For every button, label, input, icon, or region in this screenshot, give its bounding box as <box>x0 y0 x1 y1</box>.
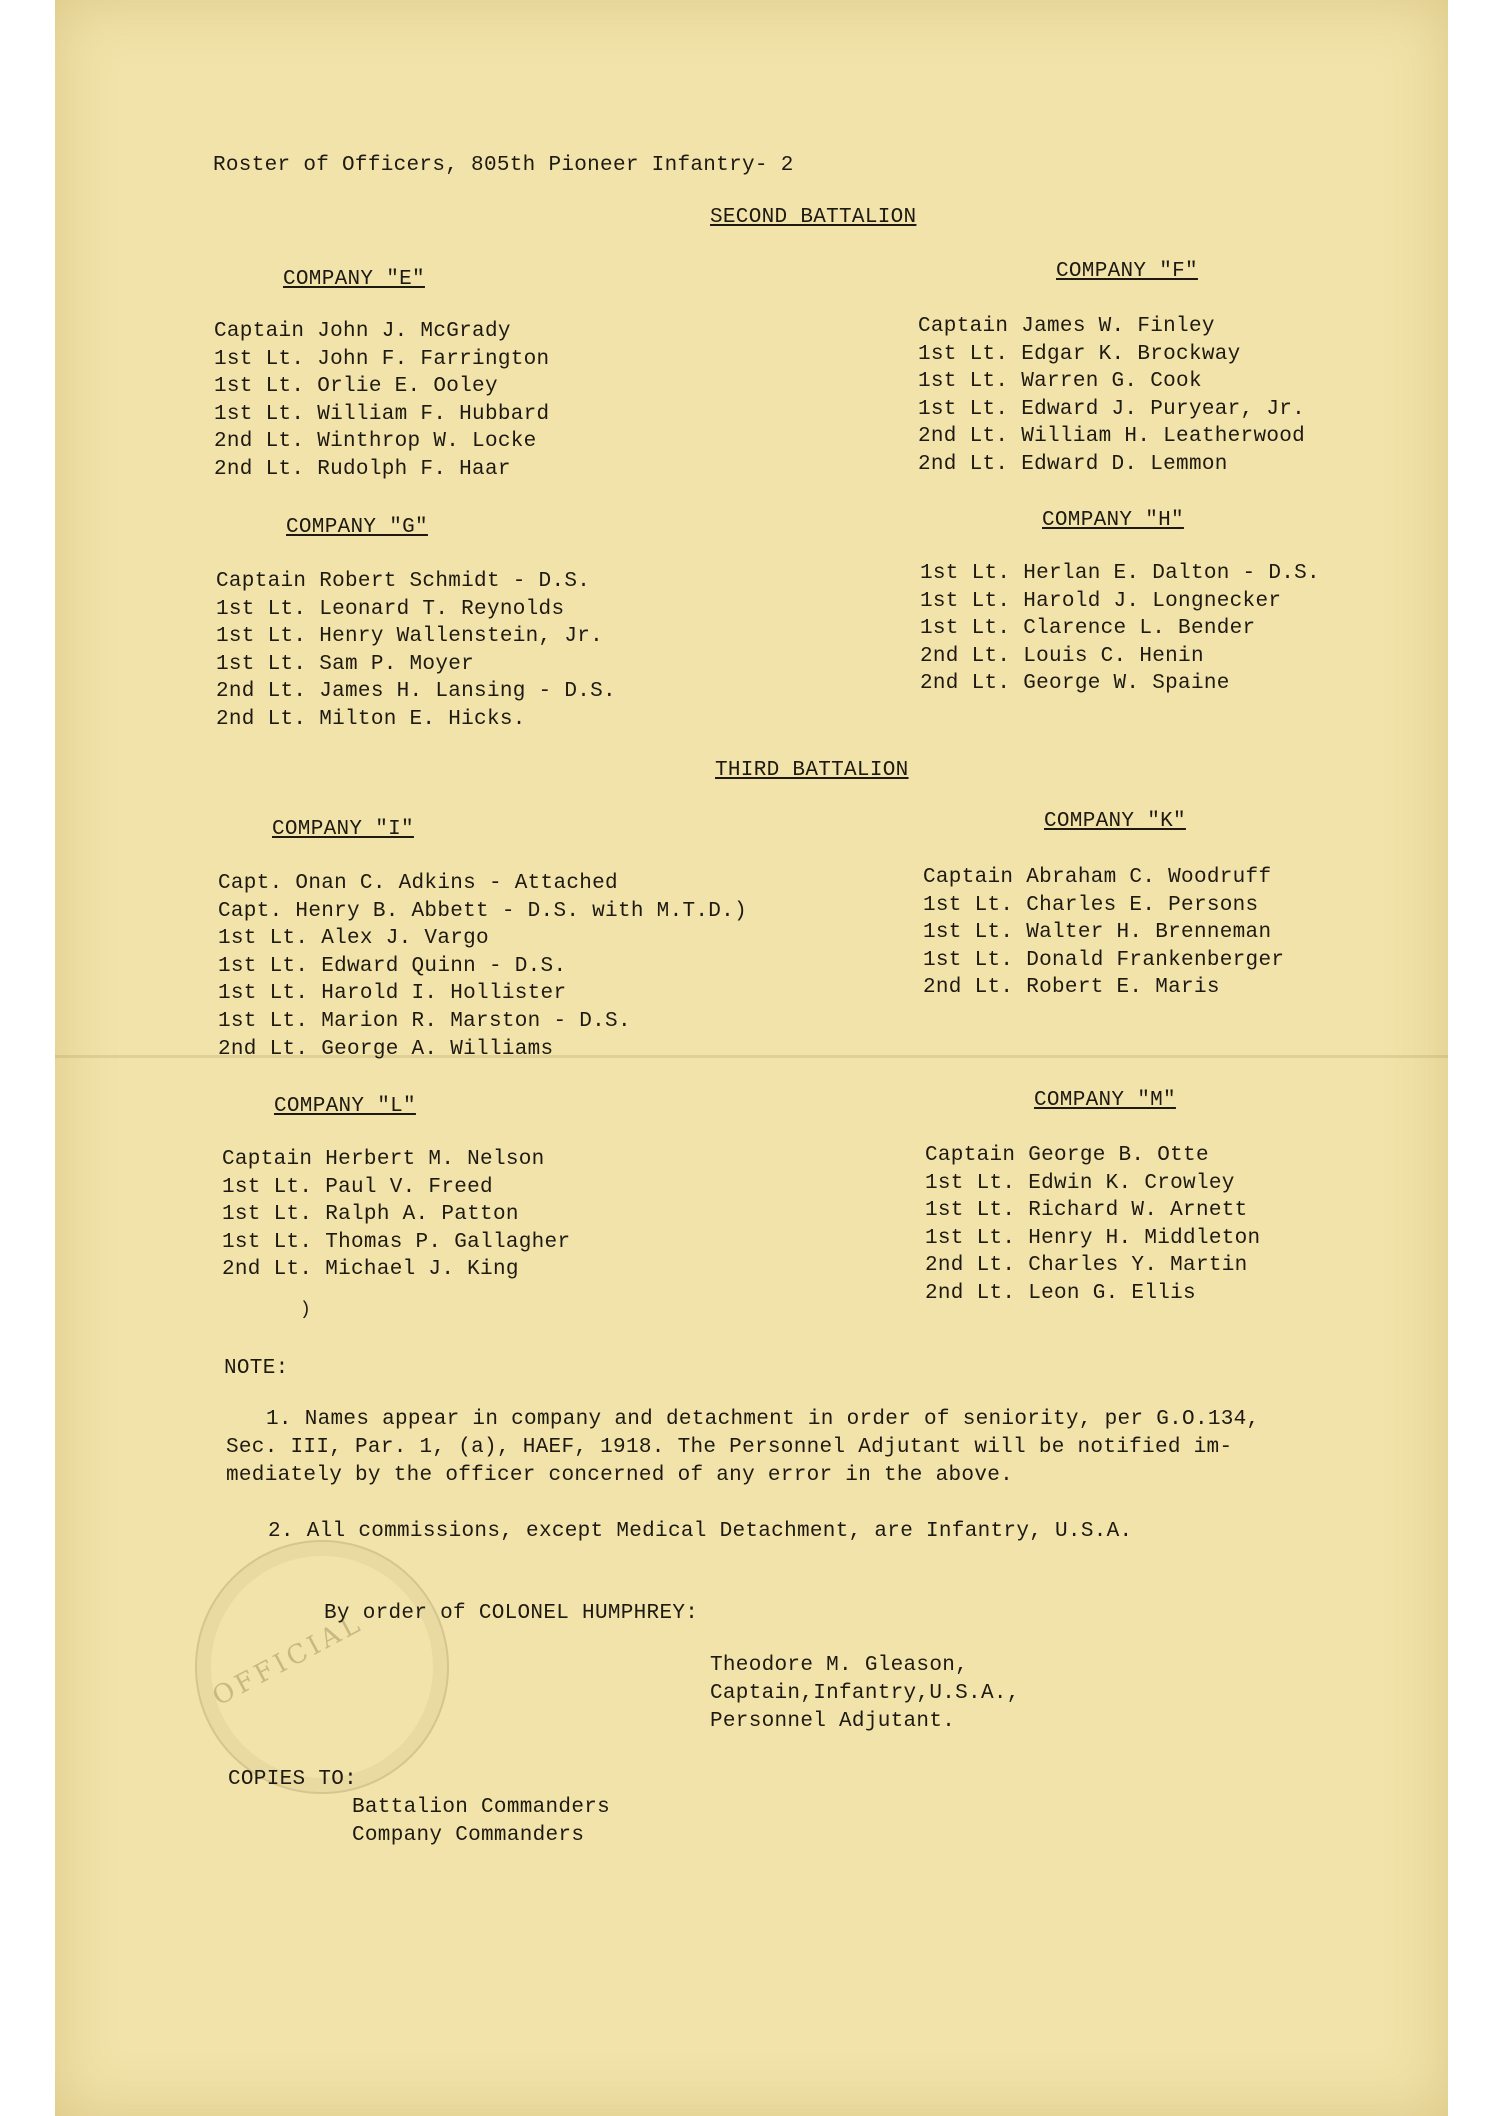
officer-entry: Capt. Onan C. Adkins - Attached <box>218 872 618 895</box>
company-i-roster <box>218 870 747 1063</box>
company-h-heading: COMPANY "H" <box>1042 509 1184 532</box>
company-g-heading: COMPANY "G" <box>286 516 428 539</box>
officer-entry: Captain John J. McGrady <box>214 320 511 343</box>
officer-entry: 1st Lt. Thomas P. Gallagher <box>222 1230 571 1254</box>
officer-entry: 2nd Lt. Winthrop W. Locke <box>214 430 537 454</box>
officer-entry: 1st Lt. John F. Farrington <box>214 347 550 371</box>
official-seal-text: OFFICIAL <box>207 1607 369 1713</box>
officer-entry: 1st Lt. Edward J. Puryear, Jr. <box>918 397 1306 421</box>
officer-entry: 1st Lt. Richard W. Arnett <box>925 1199 1248 1223</box>
officer-entry: 2nd Lt. Charles Y. Martin <box>925 1254 1248 1278</box>
company-k-roster <box>923 864 1284 1002</box>
officer-entry: 1st Lt. Edwin K. Crowley <box>925 1171 1235 1195</box>
officer-entry: 1st Lt. Henry Wallenstein, Jr. <box>216 625 604 649</box>
officer-entry: 1st Lt. Orlie E. Ooley <box>214 375 498 399</box>
signature-title: Personnel Adjutant. <box>710 1710 956 1733</box>
officer-entry: 2nd Lt. George A. Williams <box>218 1037 554 1061</box>
officer-entry: 2nd Lt. Robert E. Maris <box>923 976 1220 1000</box>
officer-entry: Captain Robert Schmidt - D.S. <box>216 570 591 593</box>
signature-rank: Captain,Infantry,U.S.A., <box>710 1682 1020 1705</box>
officer-entry: Capt. Henry B. Abbett - D.S. with M.T.D.) <box>218 899 747 923</box>
note-label: NOTE: <box>224 1357 289 1380</box>
by-order-line: By order of COLONEL HUMPHREY: <box>324 1602 699 1625</box>
officer-entry: 1st Lt. Marion R. Marston - D.S. <box>218 1009 631 1033</box>
officer-entry: 2nd Lt. Edward D. Lemmon <box>918 452 1228 476</box>
officer-entry: Captain James W. Finley <box>918 315 1215 338</box>
officer-entry: 1st Lt. Walter H. Brenneman <box>923 921 1272 945</box>
officer-entry: 2nd Lt. Milton E. Hicks. <box>216 707 526 731</box>
officer-entry: 1st Lt. Charles E. Persons <box>923 893 1259 917</box>
officer-entry: 2nd Lt. Louis C. Henin <box>920 644 1204 668</box>
company-f-roster <box>918 313 1305 479</box>
second-battalion-heading: SECOND BATTALION <box>710 206 917 229</box>
third-battalion-heading: THIRD BATTALION <box>715 759 909 782</box>
company-i-heading: COMPANY "I" <box>272 818 414 841</box>
officer-entry: 2nd Lt. William H. Leatherwood <box>918 425 1306 449</box>
officer-entry: 1st Lt. Edgar K. Brockway <box>918 342 1241 366</box>
officer-entry: 2nd Lt. Rudolph F. Haar <box>214 457 511 481</box>
officer-entry: 2nd Lt. George W. Spaine <box>920 672 1230 696</box>
officer-entry: 1st Lt. Clarence L. Bender <box>920 617 1256 641</box>
officer-entry: 1st Lt. Harold J. Longnecker <box>920 589 1282 613</box>
official-seal <box>195 1540 449 1794</box>
copies-recipient: Battalion Commanders <box>352 1796 611 1819</box>
officer-entry: 1st Lt. Henry H. Middleton <box>925 1226 1261 1250</box>
officer-entry: 2nd Lt. Michael J. King <box>222 1258 519 1282</box>
copies-label: COPIES TO: <box>228 1768 358 1791</box>
officer-entry: 1st Lt. Warren G. Cook <box>918 370 1202 394</box>
note-item-1-line-1: 1. Names appear in company and detachment in order of seniority, per G.O.134, <box>266 1408 1260 1431</box>
signature-name: Theodore M. Gleason, <box>710 1654 969 1677</box>
company-h-roster <box>920 560 1320 698</box>
copies-recipient: Company Commanders <box>352 1824 585 1847</box>
stray-mark: ) <box>300 1300 311 1320</box>
officer-entry: 1st Lt. Sam P. Moyer <box>216 652 475 676</box>
note-item-1-line-2: Sec. III, Par. 1, (a), HAEF, 1918. The Personnel Adjutant will be notified im- <box>226 1436 1233 1459</box>
company-l-roster <box>222 1146 570 1284</box>
company-f-heading: COMPANY "F" <box>1056 260 1198 283</box>
officer-entry: 1st Lt. William F. Hubbard <box>214 402 550 426</box>
officer-entry: 1st Lt. Paul V. Freed <box>222 1175 493 1199</box>
company-g-roster <box>216 568 616 734</box>
company-m-roster <box>925 1142 1260 1308</box>
page-title: Roster of Officers, 805th Pioneer Infantry- 2 <box>213 154 794 177</box>
officer-entry: 1st Lt. Alex J. Vargo <box>218 927 489 951</box>
officer-entry: Captain Abraham C. Woodruff <box>923 866 1272 889</box>
officer-entry: 1st Lt. Ralph A. Patton <box>222 1203 519 1227</box>
officer-entry: 1st Lt. Herlan E. Dalton - D.S. <box>920 562 1320 585</box>
note-item-2: 2. All commissions, except Medical Detachment, are Infantry, U.S.A. <box>268 1520 1133 1543</box>
note-item-1-line-3: mediately by the officer concerned of any error in the above. <box>226 1464 1014 1487</box>
officer-entry: Captain George B. Otte <box>925 1144 1209 1167</box>
officer-entry: 1st Lt. Edward Quinn - D.S. <box>218 954 567 978</box>
officer-entry: 1st Lt. Harold I. Hollister <box>218 982 567 1006</box>
company-k-heading: COMPANY "K" <box>1044 810 1186 833</box>
officer-entry: 2nd Lt. James H. Lansing - D.S. <box>216 680 616 704</box>
company-e-roster <box>214 318 549 484</box>
officer-entry: 1st Lt. Donald Frankenberger <box>923 948 1285 972</box>
company-l-heading: COMPANY "L" <box>274 1095 416 1118</box>
officer-entry: 2nd Lt. Leon G. Ellis <box>925 1281 1196 1305</box>
company-e-heading: COMPANY "E" <box>283 268 425 291</box>
company-m-heading: COMPANY "M" <box>1034 1089 1176 1112</box>
officer-entry: Captain Herbert M. Nelson <box>222 1148 545 1171</box>
officer-entry: 1st Lt. Leonard T. Reynolds <box>216 597 565 621</box>
